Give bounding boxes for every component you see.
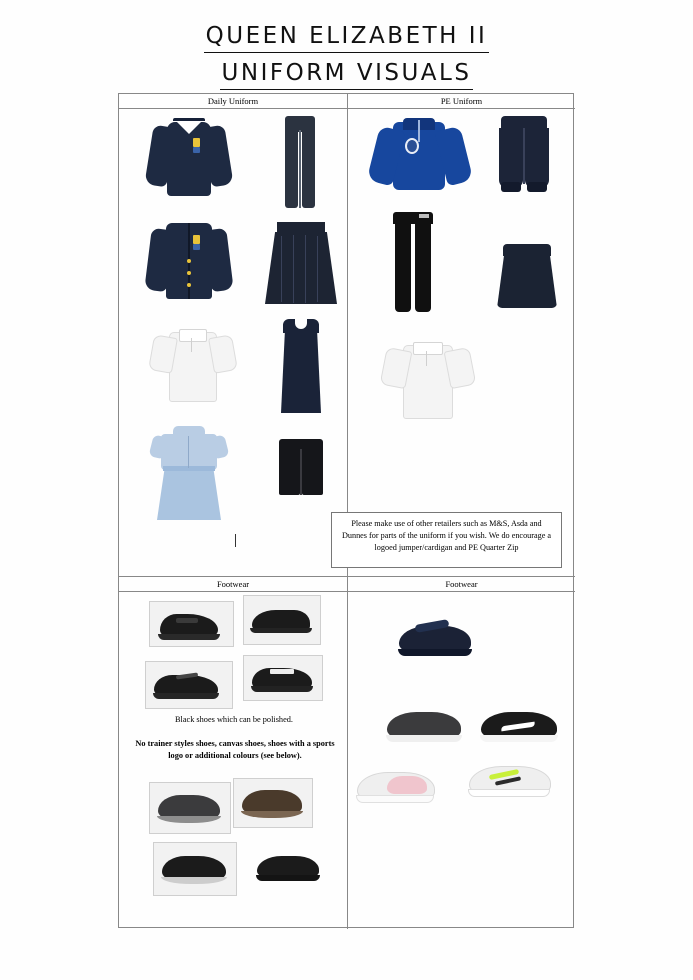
page-title xyxy=(0,22,693,90)
black-nike-trainer xyxy=(471,702,575,752)
not-allowed-shoes-caption: No trainer styles shoes, canvas shoes, shoes with a sports logo or additional colours (see below). xyxy=(135,739,335,761)
black-velcro-shoe xyxy=(149,601,234,647)
navy-pinafore-dress xyxy=(269,319,335,417)
title-line-2: UNIFORM VISUALS xyxy=(220,59,474,90)
grey-running-trainer xyxy=(377,702,477,752)
blue-summer-dress xyxy=(147,424,237,526)
black-mary-jane-shoe xyxy=(145,661,233,709)
black-lace-up-shoe xyxy=(243,595,321,645)
grey-trousers xyxy=(271,116,329,208)
black-leggings xyxy=(379,212,451,312)
header-footwear-right: Footwear xyxy=(348,577,575,592)
black-patent-buckle-shoe xyxy=(243,655,323,701)
uniform-table xyxy=(118,93,574,928)
black-shorts xyxy=(269,439,335,499)
header-pe-uniform: PE Uniform xyxy=(348,94,575,109)
black-canvas-trainer xyxy=(249,846,329,890)
brown-canvas-shoe xyxy=(233,778,313,828)
title-line-1: QUEEN ELIZABETH II xyxy=(204,22,490,53)
pink-white-trainer xyxy=(347,762,451,814)
navy-v-neck-jumper xyxy=(147,116,231,198)
header-footwear-left: Footwear xyxy=(119,577,347,592)
retailer-note: Please make use of other retailers such as M&S, Asda and Dunnes for parts of the uniform if you wish. We do encourage a logoed jumper/cardigan and PE Quarter Zip xyxy=(331,512,562,568)
blue-quarter-zip xyxy=(371,116,471,198)
navy-jogging-bottoms xyxy=(489,116,561,202)
grey-trainer-style-shoe xyxy=(149,782,231,834)
navy-sports-skort xyxy=(489,244,567,310)
white-pe-polo-shirt xyxy=(381,339,473,421)
header-daily-uniform: Daily Uniform xyxy=(119,94,347,109)
navy-running-trainer xyxy=(389,612,489,668)
allowed-shoes-caption: Black shoes which can be polished. xyxy=(175,715,293,724)
navy-pleated-skirt xyxy=(259,222,345,306)
white-polo-shirt xyxy=(149,326,235,404)
black-trainer-sole-shoe xyxy=(153,842,237,896)
text-cursor xyxy=(235,534,236,547)
navy-cardigan xyxy=(147,219,231,304)
white-green-trainer xyxy=(459,754,569,808)
